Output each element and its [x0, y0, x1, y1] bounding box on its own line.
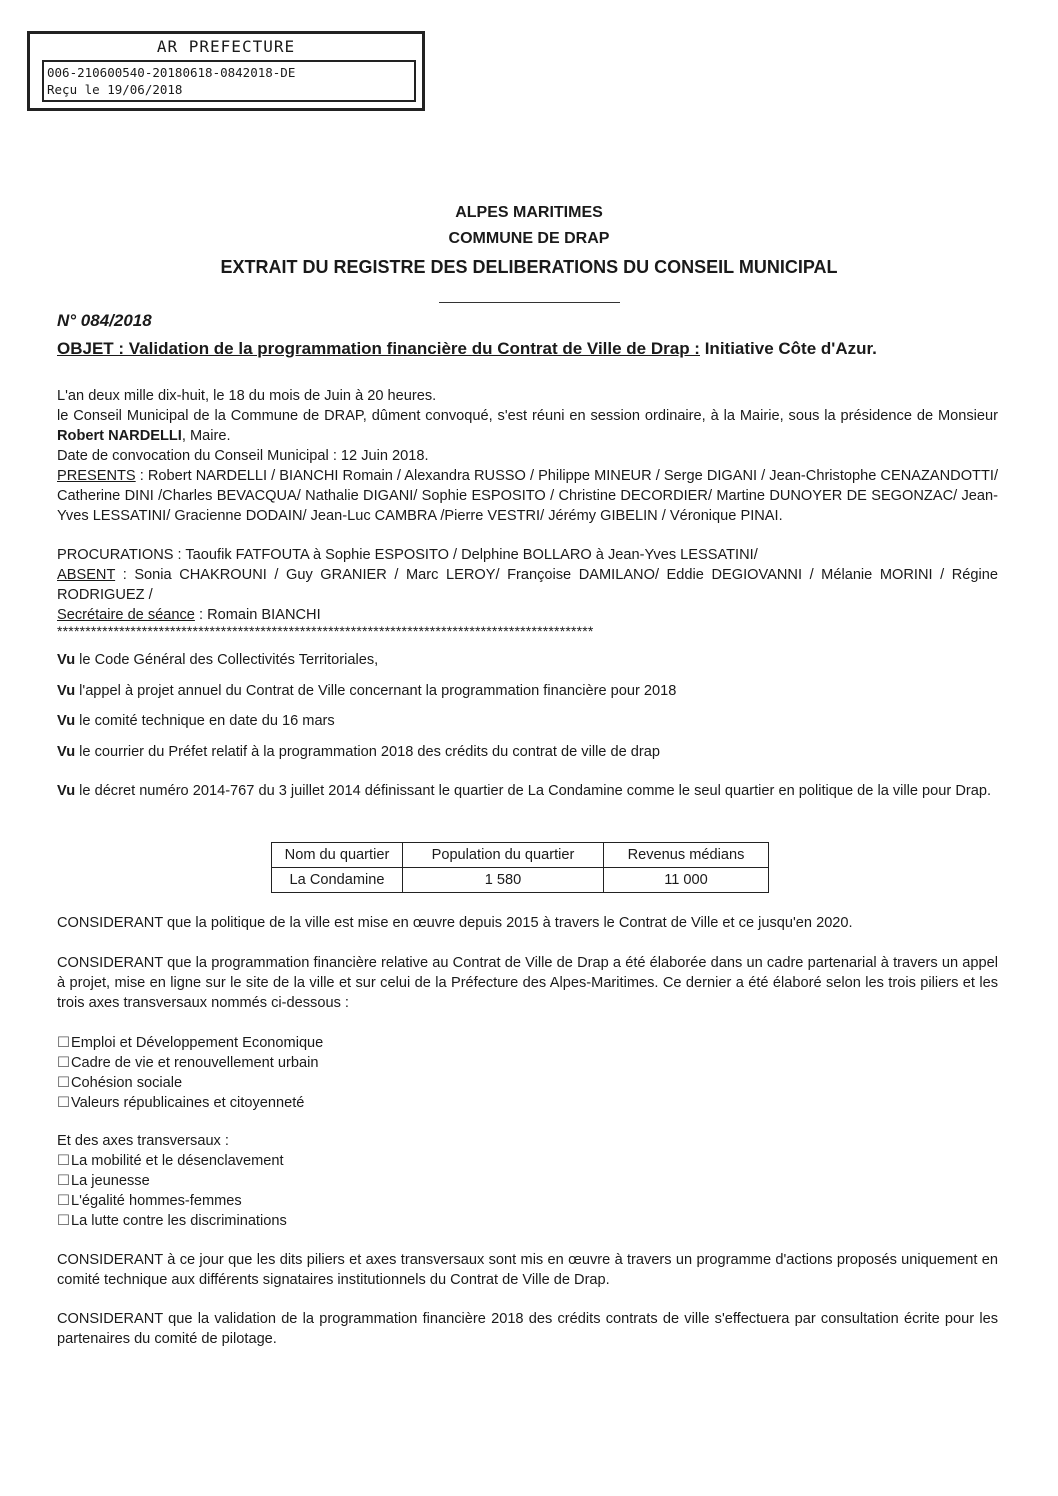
axes-intro: Et des axes transversaux :	[57, 1133, 229, 1149]
vu-keyword: Vu	[57, 744, 76, 760]
vu-clause	[57, 711, 998, 731]
list-item	[57, 1171, 287, 1191]
vu-text: le décret numéro 2014-767 du 3 juillet 2014 définissant le quartier de La Condamine comme le seul quartier en politique de la ville pour Drap.	[75, 783, 992, 799]
absent-label: ABSENT	[57, 567, 116, 583]
table-header-row	[272, 843, 769, 868]
deliberation-number: N° 084/2018	[57, 311, 152, 330]
commune-heading: COMMUNE DE DRAP	[448, 230, 610, 247]
secretaire-label: Secrétaire de séance	[57, 607, 195, 623]
object-subject: Initiative Côte d'Azur.	[699, 339, 877, 358]
prefecture-stamp	[27, 31, 425, 111]
vu-keyword: Vu	[57, 652, 76, 668]
considerant-3: CONSIDERANT à ce jour que les dits piliers et axes transversaux sont mis en œuvre à travers un programme d'actions proposés uniquement en comité technique aux différents signataires institutionnels du Contrat de Ville de Drap.	[57, 1252, 998, 1288]
mayor-name: Robert NARDELLI	[57, 428, 182, 444]
table-cell: La Condamine	[272, 868, 403, 893]
list-item	[57, 1151, 287, 1171]
procurations: PROCURATIONS : Taoufik FATFOUTA à Sophie ESPOSITO / Delphine BOLLARO à Jean-Yves LESSATINI/	[57, 547, 758, 563]
table-header-cell: Nom du quartier	[272, 843, 403, 868]
axes-list	[57, 1151, 287, 1231]
absent-list	[57, 565, 998, 605]
vu-text: le courrier du Préfet relatif à la programmation 2018 des crédits du contrat de ville de drap	[75, 744, 660, 760]
considerant-2: CONSIDERANT que la programmation financière relative au Contrat de Ville de Drap a été élaborée dans un cadre partenarial à travers un appel à projet, mise en ligne sur le site de la ville et sur celui de la Préfecture des Alpes-Maritimes. Ce dernier a été élaboré selon les trois piliers et les trois axes transversaux nommés ci-dessous :	[57, 955, 998, 1011]
presents-list	[57, 466, 998, 526]
table-cell: 11 000	[604, 868, 769, 893]
checkbox-icon: ☐	[57, 1213, 71, 1229]
deliberation-object	[57, 337, 997, 361]
vu-clause	[57, 781, 998, 801]
checkbox-icon: ☐	[57, 1193, 71, 1209]
vu-keyword: Vu	[57, 783, 76, 799]
session-date: L'an deux mille dix-huit, le 18 du mois de Juin à 20 heures.	[57, 388, 437, 404]
list-item	[57, 1073, 323, 1093]
table-row	[272, 868, 769, 893]
vu-clause	[57, 681, 998, 701]
list-item-text: L'égalité hommes-femmes	[71, 1193, 242, 1209]
considerant-4: CONSIDERANT que la validation de la programmation financière 2018 des crédits contrats de ville s'effectuera par consultation écrite pour les partenaires du comité de pilotage.	[57, 1311, 998, 1347]
stamp-reference: 006-210600540-20180618-0842018-DE	[47, 65, 296, 80]
object-title: OBJET : Validation de la programmation financière du Contrat de Ville de Drap :	[57, 339, 700, 358]
list-item-text: La mobilité et le désenclavement	[71, 1153, 284, 1169]
list-item-text: Cohésion sociale	[71, 1075, 183, 1091]
session-intro	[57, 406, 998, 446]
registre-heading: EXTRAIT DU REGISTRE DES DELIBERATIONS DU CONSEIL MUNICIPAL	[220, 257, 838, 277]
vu-keyword: Vu	[57, 713, 76, 729]
piliers-list	[57, 1033, 323, 1113]
presents-label: PRESENTS	[57, 468, 136, 484]
heading-divider	[439, 302, 620, 303]
stamp-received-date: Reçu le 19/06/2018	[47, 82, 183, 97]
absent-names: : Sonia CHAKROUNI / Guy GRANIER / Marc LEROY/ Françoise DAMILANO/ Eddie DEGIOVANNI / Mélanie MORINI / Régine RODRIGUEZ /	[57, 567, 998, 603]
quartier-table	[271, 842, 769, 893]
checkbox-icon: ☐	[57, 1075, 71, 1091]
presents-names: : Robert NARDELLI / BIANCHI Romain / Alexandra RUSSO / Philippe MINEUR / Serge DIGANI / Jean-Christophe CENAZANDOTTI/ Catherine DINI /Charles BEVACQUA/ Nathalie DIGANI/ Sophie ESPOSITO / Christine DECORDIER/ Martine DUNOYER DE SEGONZAC/ Jean-Yves LESSATINI/ Gracienne DODAIN/ Jean-Luc CAMBRA /Pierre VESTRI/ Jérémy GIBELIN / Véronique PINAI.	[57, 468, 998, 524]
checkbox-icon: ☐	[57, 1095, 71, 1111]
list-item	[57, 1093, 323, 1113]
table-header-cell: Population du quartier	[403, 843, 604, 868]
department-heading: ALPES MARITIMES	[455, 204, 603, 221]
checkbox-icon: ☐	[57, 1055, 71, 1071]
vu-clause	[57, 742, 998, 762]
considerant-1: CONSIDERANT que la politique de la ville est mise en œuvre depuis 2015 à travers le Contrat de Ville et ce jusqu'en 2020.	[57, 915, 853, 931]
list-item-text: Cadre de vie et renouvellement urbain	[71, 1055, 319, 1071]
secretaire	[57, 605, 998, 625]
table-header-cell: Revenus médians	[604, 843, 769, 868]
vu-text: l'appel à projet annuel du Contrat de Ville concernant la programmation financière pour 2018	[75, 683, 677, 699]
checkbox-icon: ☐	[57, 1173, 71, 1189]
list-item-text: Valeurs républicaines et citoyenneté	[71, 1095, 305, 1111]
table-cell: 1 580	[403, 868, 604, 893]
vu-keyword: Vu	[57, 683, 76, 699]
list-item	[57, 1191, 287, 1211]
mayor-title: , Maire.	[181, 428, 231, 444]
vu-text: le comité technique en date du 16 mars	[75, 713, 335, 729]
vu-clause	[57, 650, 998, 670]
list-item	[57, 1211, 287, 1231]
checkbox-icon: ☐	[57, 1035, 71, 1051]
list-item-text: Emploi et Développement Economique	[71, 1035, 324, 1051]
secretaire-name: : Romain BIANCHI	[194, 607, 321, 623]
stamp-reference-box	[42, 60, 416, 102]
list-item-text: La lutte contre les discriminations	[71, 1213, 287, 1229]
list-item	[57, 1033, 323, 1053]
convocation-date: Date de convocation du Conseil Municipal : 12 Juin 2018.	[57, 448, 429, 464]
list-item-text: La jeunesse	[71, 1173, 150, 1189]
list-item	[57, 1053, 323, 1073]
vu-text: le Code Général des Collectivités Territoriales,	[75, 652, 379, 668]
separator-stars: ***********************************************************************************************	[57, 623, 594, 639]
stamp-title: AR PREFECTURE	[156, 37, 296, 56]
checkbox-icon: ☐	[57, 1153, 71, 1169]
session-intro-text: le Conseil Municipal de la Commune de DRAP, dûment convoqué, s'est réuni en session ordinaire, à la Mairie, sous la présidence de Monsieur	[57, 408, 998, 424]
